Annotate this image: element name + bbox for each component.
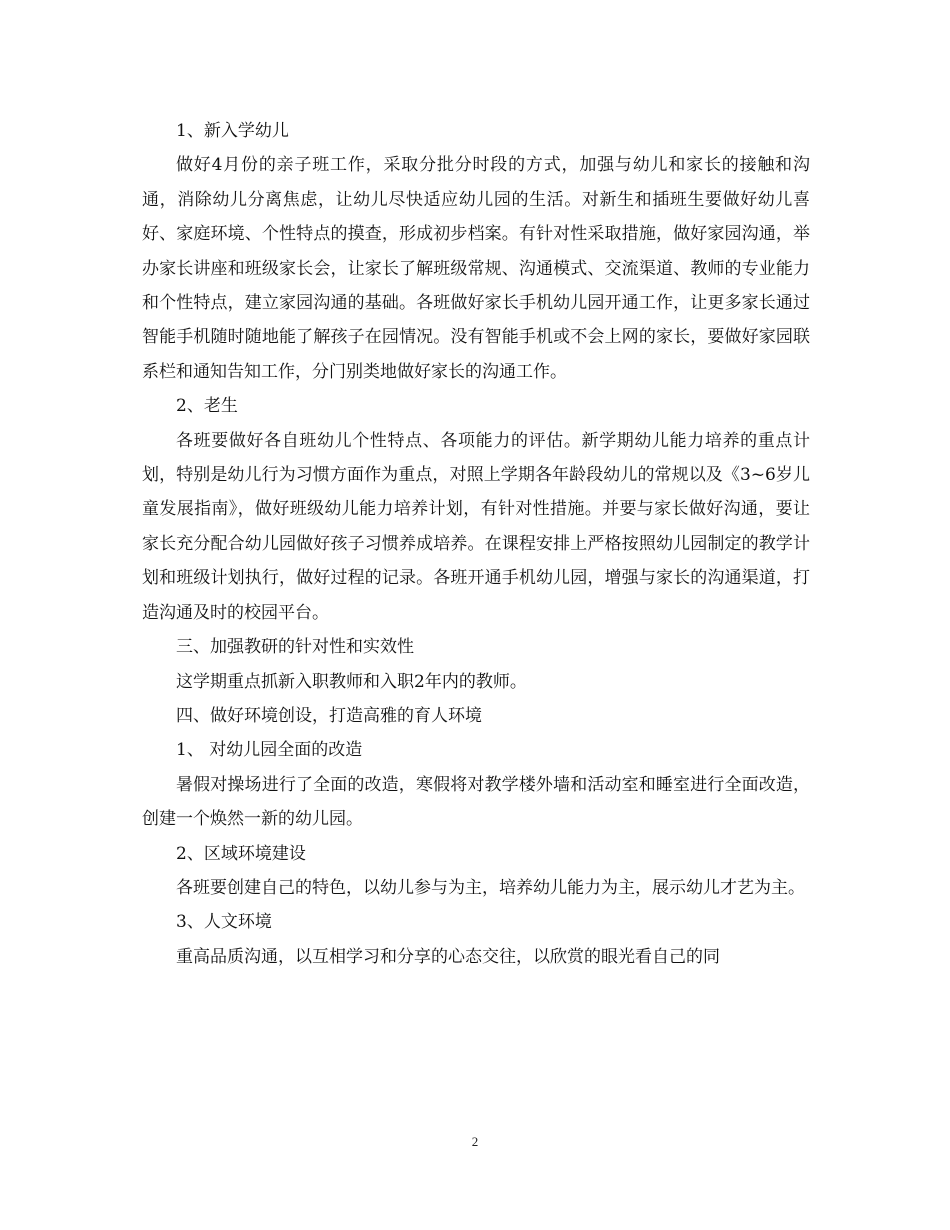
paragraph-teaching-research-body: 这学期重点抓新入职教师和入职2年内的教师。	[176, 671, 527, 692]
paragraph-heading-new-children: 1、新入学幼儿	[176, 121, 289, 141]
paragraph-heading-area-environment: 2、区域环境建设	[176, 843, 306, 864]
paragraph-heading-old-students: 2、老生	[176, 396, 238, 417]
paragraph-heading-renovation: 1、 对幼儿园全面的改造	[176, 740, 363, 761]
page-number: 2	[471, 1134, 479, 1149]
paragraph-heading-humanistic-environment: 3、人文环境	[176, 912, 272, 933]
paragraph-humanistic-environment-body: 重高品质沟通，以互相学习和分享的心态交往，以欣赏的眼光看自己的同	[176, 946, 720, 967]
section-heading-teaching-research: 三、加强教研的针对性和实效性	[176, 637, 414, 658]
paragraph-area-environment-body: 各班要创建自己的特色，以幼儿参与为主，培养幼儿能力为主，展示幼儿才艺为主。	[176, 877, 805, 898]
document-body	[142, 114, 810, 974]
paragraph-old-students-body: 各班要做好各自班幼儿个性特点、各项能力的评估。新学期幼儿能力培养的重点计划，特别是幼儿行为习惯方面作为重点，对照上学期各年龄段幼儿的常规以及《3~6岁儿童发展指南》，做好班级幼儿能力培养计划，有针对性措施。并要与家长做好沟通，要让家长充分配合幼儿园做好孩子习惯养成培养。在课程安排上严格按照幼儿园制定的教学计划和班级计划执行，做好过程的记录。各班开通手机幼儿园，增强与家长的沟通渠道，打造沟通及时的校园平台。	[142, 430, 810, 623]
paragraph-renovation-body: 暑假对操场进行了全面的改造，寒假将对教学楼外墙和活动室和睡室进行全面改造，创建一个焕然一新的幼儿园。	[142, 774, 810, 830]
paragraph-new-children-body: 做好4月份的亲子班工作，采取分批分时段的方式，加强与幼儿和家长的接触和沟通，消除幼儿分离焦虑，让幼儿尽快适应幼儿园的生活。对新生和插班生要做好幼儿喜好、家庭环境、个性特点的摸查，形成初步档案。有针对性采取措施，做好家园沟通，举办家长讲座和班级家长会，让家长了解班级常规、沟通模式、交流渠道、教师的专业能力和个性特点，建立家园沟通的基础。各班做好家长手机幼儿园开通工作，让更多家长通过智能手机随时随地能了解孩子在园情况。没有智能手机或不会上网的家长，要做好家园联系栏和通知告知工作，分门别类地做好家长的沟通工作。	[142, 155, 810, 382]
section-heading-environment: 四、做好环境创设，打造高雅的育人环境	[176, 705, 482, 726]
